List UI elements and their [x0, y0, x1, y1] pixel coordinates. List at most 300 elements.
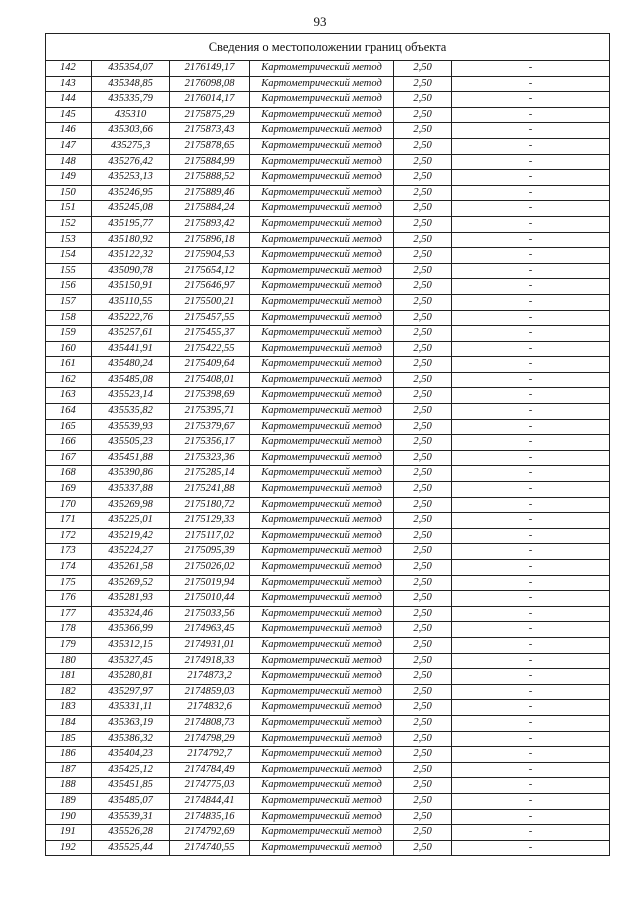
point-number-cell: 145	[46, 107, 92, 123]
table-row	[46, 606, 610, 622]
table-row	[46, 747, 610, 763]
method-cell: Картометрический метод	[250, 216, 394, 232]
accuracy-cell: 2,50	[394, 76, 452, 92]
method-cell: Картометрический метод	[250, 513, 394, 529]
accuracy-cell: 2,50	[394, 404, 452, 420]
description-cell: -	[452, 466, 610, 482]
x-coordinate-cell: 435303,66	[92, 123, 170, 139]
y-coordinate-cell: 2175026,02	[170, 560, 250, 576]
point-number-cell: 173	[46, 544, 92, 560]
method-cell: Картометрический метод	[250, 684, 394, 700]
method-cell: Картометрический метод	[250, 466, 394, 482]
description-cell: -	[452, 715, 610, 731]
method-cell: Картометрический метод	[250, 372, 394, 388]
point-number-cell: 143	[46, 76, 92, 92]
table-row	[46, 419, 610, 435]
table-row	[46, 450, 610, 466]
accuracy-cell: 2,50	[394, 684, 452, 700]
point-number-cell: 147	[46, 138, 92, 154]
method-cell: Картометрический метод	[250, 357, 394, 373]
accuracy-cell: 2,50	[394, 170, 452, 186]
x-coordinate-cell: 435485,07	[92, 793, 170, 809]
y-coordinate-cell: 2174963,45	[170, 622, 250, 638]
accuracy-cell: 2,50	[394, 840, 452, 856]
x-coordinate-cell: 435354,07	[92, 61, 170, 77]
point-number-cell: 170	[46, 497, 92, 513]
x-coordinate-cell: 435539,31	[92, 809, 170, 825]
y-coordinate-cell: 2175875,29	[170, 107, 250, 123]
table-row	[46, 528, 610, 544]
x-coordinate-cell: 435297,97	[92, 684, 170, 700]
method-cell: Картометрический метод	[250, 138, 394, 154]
table-row	[46, 76, 610, 92]
accuracy-cell: 2,50	[394, 778, 452, 794]
x-coordinate-cell: 435525,44	[92, 840, 170, 856]
point-number-cell: 152	[46, 216, 92, 232]
point-number-cell: 166	[46, 435, 92, 451]
table-row	[46, 700, 610, 716]
description-cell: -	[452, 61, 610, 77]
accuracy-cell: 2,50	[394, 372, 452, 388]
boundary-coordinates-table	[45, 33, 610, 856]
x-coordinate-cell: 435310	[92, 107, 170, 123]
y-coordinate-cell: 2175500,21	[170, 294, 250, 310]
table-row	[46, 435, 610, 451]
y-coordinate-cell: 2175896,18	[170, 232, 250, 248]
accuracy-cell: 2,50	[394, 326, 452, 342]
method-cell: Картометрический метод	[250, 840, 394, 856]
description-cell: -	[452, 575, 610, 591]
description-cell: -	[452, 762, 610, 778]
table-row	[46, 357, 610, 373]
page-number: 93	[313, 14, 327, 29]
accuracy-cell: 2,50	[394, 513, 452, 529]
method-cell: Картометрический метод	[250, 326, 394, 342]
description-cell: -	[452, 107, 610, 123]
x-coordinate-cell: 435441,91	[92, 341, 170, 357]
method-cell: Картометрический метод	[250, 294, 394, 310]
x-coordinate-cell: 435535,82	[92, 404, 170, 420]
table-row	[46, 216, 610, 232]
method-cell: Картометрический метод	[250, 544, 394, 560]
description-cell: -	[452, 560, 610, 576]
x-coordinate-cell: 435219,42	[92, 528, 170, 544]
description-cell: -	[452, 263, 610, 279]
table-row	[46, 715, 610, 731]
x-coordinate-cell: 435451,85	[92, 778, 170, 794]
description-cell: -	[452, 279, 610, 295]
description-cell: -	[452, 404, 610, 420]
y-coordinate-cell: 2175888,52	[170, 170, 250, 186]
x-coordinate-cell: 435366,99	[92, 622, 170, 638]
point-number-cell: 178	[46, 622, 92, 638]
table-row	[46, 372, 610, 388]
accuracy-cell: 2,50	[394, 528, 452, 544]
accuracy-cell: 2,50	[394, 497, 452, 513]
y-coordinate-cell: 2175398,69	[170, 388, 250, 404]
y-coordinate-cell: 2175904,53	[170, 248, 250, 264]
point-number-cell: 150	[46, 185, 92, 201]
y-coordinate-cell: 2174798,29	[170, 731, 250, 747]
accuracy-cell: 2,50	[394, 232, 452, 248]
y-coordinate-cell: 2175422,55	[170, 341, 250, 357]
point-number-cell: 188	[46, 778, 92, 794]
table-row	[46, 575, 610, 591]
x-coordinate-cell: 435261,58	[92, 560, 170, 576]
accuracy-cell: 2,50	[394, 419, 452, 435]
description-cell: -	[452, 793, 610, 809]
x-coordinate-cell: 435257,61	[92, 326, 170, 342]
y-coordinate-cell: 2175019,94	[170, 575, 250, 591]
table-row	[46, 279, 610, 295]
x-coordinate-cell: 435281,93	[92, 591, 170, 607]
y-coordinate-cell: 2174859,03	[170, 684, 250, 700]
y-coordinate-cell: 2175356,17	[170, 435, 250, 451]
table-row	[46, 404, 610, 420]
accuracy-cell: 2,50	[394, 622, 452, 638]
x-coordinate-cell: 435526,28	[92, 825, 170, 841]
x-coordinate-cell: 435276,42	[92, 154, 170, 170]
y-coordinate-cell: 2175285,14	[170, 466, 250, 482]
method-cell: Картометрический метод	[250, 263, 394, 279]
x-coordinate-cell: 435246,95	[92, 185, 170, 201]
description-cell: -	[452, 606, 610, 622]
method-cell: Картометрический метод	[250, 450, 394, 466]
method-cell: Картометрический метод	[250, 61, 394, 77]
method-cell: Картометрический метод	[250, 575, 394, 591]
description-cell: -	[452, 653, 610, 669]
table-row	[46, 825, 610, 841]
point-number-cell: 175	[46, 575, 92, 591]
point-number-cell: 159	[46, 326, 92, 342]
accuracy-cell: 2,50	[394, 310, 452, 326]
point-number-cell: 169	[46, 482, 92, 498]
point-number-cell: 172	[46, 528, 92, 544]
point-number-cell: 162	[46, 372, 92, 388]
description-cell: -	[452, 840, 610, 856]
accuracy-cell: 2,50	[394, 341, 452, 357]
point-number-cell: 185	[46, 731, 92, 747]
method-cell: Картометрический метод	[250, 731, 394, 747]
accuracy-cell: 2,50	[394, 357, 452, 373]
table-row	[46, 107, 610, 123]
point-number-cell: 177	[46, 606, 92, 622]
point-number-cell: 184	[46, 715, 92, 731]
description-cell: -	[452, 747, 610, 763]
point-number-cell: 153	[46, 232, 92, 248]
method-cell: Картометрический метод	[250, 497, 394, 513]
y-coordinate-cell: 2175408,01	[170, 372, 250, 388]
point-number-cell: 179	[46, 637, 92, 653]
description-cell: -	[452, 450, 610, 466]
point-number-cell: 144	[46, 92, 92, 108]
y-coordinate-cell: 2174835,16	[170, 809, 250, 825]
point-number-cell: 163	[46, 388, 92, 404]
method-cell: Картометрический метод	[250, 482, 394, 498]
table-row	[46, 185, 610, 201]
accuracy-cell: 2,50	[394, 107, 452, 123]
x-coordinate-cell: 435485,08	[92, 372, 170, 388]
table-row	[46, 466, 610, 482]
table-row	[46, 637, 610, 653]
table-row	[46, 809, 610, 825]
accuracy-cell: 2,50	[394, 715, 452, 731]
description-cell: -	[452, 513, 610, 529]
method-cell: Картометрический метод	[250, 232, 394, 248]
point-number-cell: 174	[46, 560, 92, 576]
y-coordinate-cell: 2176149,17	[170, 61, 250, 77]
x-coordinate-cell: 435335,79	[92, 92, 170, 108]
x-coordinate-cell: 435386,32	[92, 731, 170, 747]
table-row	[46, 326, 610, 342]
accuracy-cell: 2,50	[394, 544, 452, 560]
description-cell: -	[452, 341, 610, 357]
y-coordinate-cell: 2174775,03	[170, 778, 250, 794]
accuracy-cell: 2,50	[394, 435, 452, 451]
table-title: Сведения о местоположении границ объекта	[46, 34, 610, 61]
method-cell: Картометрический метод	[250, 404, 394, 420]
description-cell: -	[452, 201, 610, 217]
point-number-cell: 168	[46, 466, 92, 482]
x-coordinate-cell: 435195,77	[92, 216, 170, 232]
method-cell: Картометрический метод	[250, 107, 394, 123]
point-number-cell: 192	[46, 840, 92, 856]
table-row	[46, 669, 610, 685]
method-cell: Картометрический метод	[250, 653, 394, 669]
accuracy-cell: 2,50	[394, 762, 452, 778]
x-coordinate-cell: 435280,81	[92, 669, 170, 685]
table-row	[46, 263, 610, 279]
x-coordinate-cell: 435225,01	[92, 513, 170, 529]
accuracy-cell: 2,50	[394, 61, 452, 77]
x-coordinate-cell: 435331,11	[92, 700, 170, 716]
x-coordinate-cell: 435425,12	[92, 762, 170, 778]
point-number-cell: 181	[46, 669, 92, 685]
table-row	[46, 840, 610, 856]
x-coordinate-cell: 435090,78	[92, 263, 170, 279]
method-cell: Картометрический метод	[250, 793, 394, 809]
point-number-cell: 167	[46, 450, 92, 466]
table-body	[46, 61, 610, 856]
description-cell: -	[452, 528, 610, 544]
y-coordinate-cell: 2174784,49	[170, 762, 250, 778]
x-coordinate-cell: 435269,98	[92, 497, 170, 513]
table-row	[46, 731, 610, 747]
accuracy-cell: 2,50	[394, 138, 452, 154]
point-number-cell: 156	[46, 279, 92, 295]
x-coordinate-cell: 435523,14	[92, 388, 170, 404]
method-cell: Картометрический метод	[250, 606, 394, 622]
x-coordinate-cell: 435312,15	[92, 637, 170, 653]
method-cell: Картометрический метод	[250, 809, 394, 825]
y-coordinate-cell: 2174918,33	[170, 653, 250, 669]
accuracy-cell: 2,50	[394, 201, 452, 217]
x-coordinate-cell: 435337,88	[92, 482, 170, 498]
y-coordinate-cell: 2174792,7	[170, 747, 250, 763]
description-cell: -	[452, 684, 610, 700]
method-cell: Картометрический метод	[250, 341, 394, 357]
y-coordinate-cell: 2174740,55	[170, 840, 250, 856]
table-row	[46, 123, 610, 139]
description-cell: -	[452, 326, 610, 342]
table-row	[46, 92, 610, 108]
point-number-cell: 164	[46, 404, 92, 420]
description-cell: -	[452, 435, 610, 451]
table-row	[46, 497, 610, 513]
accuracy-cell: 2,50	[394, 825, 452, 841]
y-coordinate-cell: 2175646,97	[170, 279, 250, 295]
y-coordinate-cell: 2175379,67	[170, 419, 250, 435]
y-coordinate-cell: 2174931,01	[170, 637, 250, 653]
x-coordinate-cell: 435269,52	[92, 575, 170, 591]
method-cell: Картометрический метод	[250, 419, 394, 435]
point-number-cell: 142	[46, 61, 92, 77]
x-coordinate-cell: 435122,32	[92, 248, 170, 264]
description-cell: -	[452, 170, 610, 186]
accuracy-cell: 2,50	[394, 731, 452, 747]
description-cell: -	[452, 497, 610, 513]
table-row	[46, 793, 610, 809]
method-cell: Картометрический метод	[250, 747, 394, 763]
point-number-cell: 180	[46, 653, 92, 669]
table-row	[46, 154, 610, 170]
point-number-cell: 158	[46, 310, 92, 326]
accuracy-cell: 2,50	[394, 450, 452, 466]
x-coordinate-cell: 435180,92	[92, 232, 170, 248]
y-coordinate-cell: 2176014,17	[170, 92, 250, 108]
y-coordinate-cell: 2175033,56	[170, 606, 250, 622]
accuracy-cell: 2,50	[394, 809, 452, 825]
table-row	[46, 138, 610, 154]
y-coordinate-cell: 2175129,33	[170, 513, 250, 529]
accuracy-cell: 2,50	[394, 185, 452, 201]
description-cell: -	[452, 76, 610, 92]
y-coordinate-cell: 2175241,88	[170, 482, 250, 498]
y-coordinate-cell: 2175323,36	[170, 450, 250, 466]
table-row	[46, 232, 610, 248]
description-cell: -	[452, 825, 610, 841]
point-number-cell: 146	[46, 123, 92, 139]
point-number-cell: 190	[46, 809, 92, 825]
table-row	[46, 653, 610, 669]
table-row	[46, 622, 610, 638]
description-cell: -	[452, 123, 610, 139]
y-coordinate-cell: 2176098,08	[170, 76, 250, 92]
y-coordinate-cell: 2175884,24	[170, 201, 250, 217]
accuracy-cell: 2,50	[394, 669, 452, 685]
x-coordinate-cell: 435363,19	[92, 715, 170, 731]
description-cell: -	[452, 591, 610, 607]
description-cell: -	[452, 622, 610, 638]
accuracy-cell: 2,50	[394, 123, 452, 139]
y-coordinate-cell: 2175654,12	[170, 263, 250, 279]
x-coordinate-cell: 435110,55	[92, 294, 170, 310]
description-cell: -	[452, 482, 610, 498]
table-title-row	[46, 34, 610, 61]
description-cell: -	[452, 731, 610, 747]
accuracy-cell: 2,50	[394, 263, 452, 279]
method-cell: Картометрический метод	[250, 637, 394, 653]
point-number-cell: 155	[46, 263, 92, 279]
point-number-cell: 176	[46, 591, 92, 607]
point-number-cell: 149	[46, 170, 92, 186]
accuracy-cell: 2,50	[394, 216, 452, 232]
accuracy-cell: 2,50	[394, 575, 452, 591]
method-cell: Картометрический метод	[250, 248, 394, 264]
table-row	[46, 248, 610, 264]
y-coordinate-cell: 2175455,37	[170, 326, 250, 342]
method-cell: Картометрический метод	[250, 201, 394, 217]
description-cell: -	[452, 310, 610, 326]
point-number-cell: 187	[46, 762, 92, 778]
method-cell: Картометрический метод	[250, 279, 394, 295]
point-number-cell: 186	[46, 747, 92, 763]
method-cell: Картометрический метод	[250, 185, 394, 201]
table-row	[46, 560, 610, 576]
point-number-cell: 148	[46, 154, 92, 170]
x-coordinate-cell: 435480,24	[92, 357, 170, 373]
description-cell: -	[452, 388, 610, 404]
table-row	[46, 778, 610, 794]
method-cell: Картометрический метод	[250, 76, 394, 92]
table-row	[46, 61, 610, 77]
table-row	[46, 388, 610, 404]
y-coordinate-cell: 2175884,99	[170, 154, 250, 170]
accuracy-cell: 2,50	[394, 653, 452, 669]
x-coordinate-cell: 435245,08	[92, 201, 170, 217]
description-cell: -	[452, 185, 610, 201]
point-number-cell: 165	[46, 419, 92, 435]
table-row	[46, 544, 610, 560]
accuracy-cell: 2,50	[394, 700, 452, 716]
point-number-cell: 189	[46, 793, 92, 809]
table-row	[46, 762, 610, 778]
description-cell: -	[452, 637, 610, 653]
method-cell: Картометрический метод	[250, 435, 394, 451]
accuracy-cell: 2,50	[394, 248, 452, 264]
method-cell: Картометрический метод	[250, 700, 394, 716]
x-coordinate-cell: 435539,93	[92, 419, 170, 435]
x-coordinate-cell: 435327,45	[92, 653, 170, 669]
y-coordinate-cell: 2175095,39	[170, 544, 250, 560]
description-cell: -	[452, 248, 610, 264]
x-coordinate-cell: 435150,91	[92, 279, 170, 295]
table-row	[46, 170, 610, 186]
y-coordinate-cell: 2174873,2	[170, 669, 250, 685]
y-coordinate-cell: 2175893,42	[170, 216, 250, 232]
table-row	[46, 294, 610, 310]
description-cell: -	[452, 419, 610, 435]
accuracy-cell: 2,50	[394, 294, 452, 310]
description-cell: -	[452, 669, 610, 685]
accuracy-cell: 2,50	[394, 388, 452, 404]
accuracy-cell: 2,50	[394, 637, 452, 653]
y-coordinate-cell: 2174808,73	[170, 715, 250, 731]
point-number-cell: 161	[46, 357, 92, 373]
y-coordinate-cell: 2175180,72	[170, 497, 250, 513]
method-cell: Картометрический метод	[250, 762, 394, 778]
method-cell: Картометрический метод	[250, 591, 394, 607]
table-row	[46, 513, 610, 529]
point-number-cell: 191	[46, 825, 92, 841]
accuracy-cell: 2,50	[394, 279, 452, 295]
accuracy-cell: 2,50	[394, 606, 452, 622]
description-cell: -	[452, 216, 610, 232]
point-number-cell: 183	[46, 700, 92, 716]
point-number-cell: 160	[46, 341, 92, 357]
table-row	[46, 341, 610, 357]
point-number-cell: 151	[46, 201, 92, 217]
